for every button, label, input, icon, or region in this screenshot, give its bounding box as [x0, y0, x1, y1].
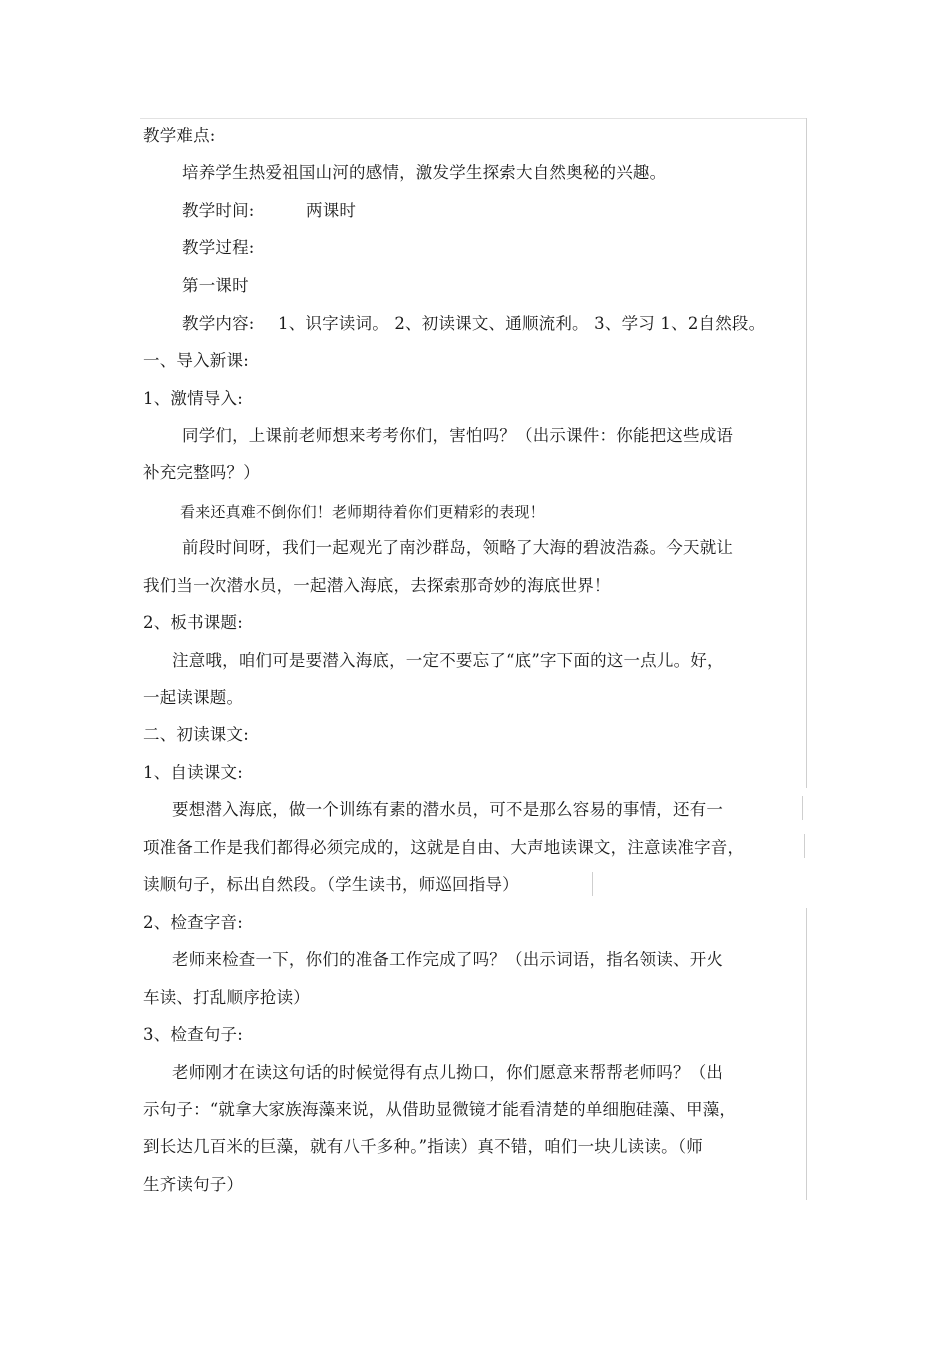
subsection-heading: 3、检查句子: — [143, 1025, 243, 1044]
paragraph-text: 生齐读句子） — [143, 1175, 244, 1194]
subsection-heading: 1、激情导入: — [143, 389, 243, 408]
top-border — [140, 118, 807, 119]
paragraph-text: 一起读课题。 — [143, 688, 244, 707]
heading-teaching-difficulty: 教学难点: — [143, 126, 216, 145]
label-teaching-content: 教学内容: — [182, 314, 255, 333]
right-border-upper — [806, 118, 807, 788]
paragraph-text: 示句子：“就拿大家族海藻来说，从借助显微镜才能看清楚的单细胞硅藻、甲藻， — [143, 1100, 737, 1119]
paragraph-text: 老师来检查一下，你们的准备工作完成了吗？（出示词语，指名领读、开火 — [172, 950, 724, 969]
paragraph-text: 要想潜入海底，做一个训练有素的潜水员，可不是那么容易的事情，还有一 — [172, 800, 724, 819]
right-border-segment — [592, 872, 593, 896]
right-border-segment — [804, 834, 805, 858]
paragraph-text: 老师刚才在读这句话的时候觉得有点儿拗口，你们愿意来帮帮老师吗？（出 — [172, 1063, 724, 1082]
subsection-heading: 2、检查字音: — [143, 913, 243, 932]
paragraph-text: 注意哦，咱们可是要潜入海底，一定不要忘了“底”字下面的这一点儿。好， — [172, 651, 724, 670]
paragraph-text: 读顺句子，标出自然段。（学生读书，师巡回指导） — [143, 875, 519, 894]
paragraph-text: 同学们，上课前老师想来考考你们，害怕吗？（出示课件：你能把这些成语 — [182, 426, 734, 445]
paragraph-text: 补充完整吗？） — [143, 463, 260, 482]
lesson-title: 第一课时 — [182, 276, 249, 295]
label-teaching-process: 教学过程: — [182, 238, 255, 257]
paragraph-text: 培养学生热爱祖国山河的感情，激发学生探索大自然奥秘的兴趣。 — [182, 163, 667, 182]
paragraph-text: 项准备工作是我们都得必须完成的，这就是自由、大声地读课文，注意读准字音， — [143, 838, 745, 857]
value-teaching-content: 1、识字读词。 2、初读课文、通顺流利。 3、学习 1、2自然段。 — [278, 314, 766, 333]
right-border-segment — [802, 796, 803, 820]
subsection-heading: 2、板书课题: — [143, 613, 243, 632]
paragraph-text: 到长达几百米的巨藻，就有八千多种。”指读）真不错，咱们一块儿读读。（师 — [143, 1137, 703, 1156]
paragraph-text: 我们当一次潜水员，一起潜入海底，去探索那奇妙的海底世界！ — [143, 576, 611, 595]
section-heading: 二、初读课文: — [143, 725, 249, 744]
right-border-lower — [806, 908, 807, 1200]
paragraph-text: 看来还真难不倒你们！老师期待着你们更精彩的表现！ — [180, 503, 545, 521]
value-teaching-time: 两课时 — [306, 201, 357, 220]
label-teaching-time: 教学时间: — [182, 201, 255, 220]
section-heading: 一、导入新课: — [143, 351, 249, 370]
paragraph-text: 车读、打乱顺序抢读） — [143, 988, 310, 1007]
subsection-heading: 1、自读课文: — [143, 763, 243, 782]
paragraph-text: 前段时间呀，我们一起观光了南沙群岛，领略了大海的碧波浩淼。今天就让 — [182, 538, 734, 557]
